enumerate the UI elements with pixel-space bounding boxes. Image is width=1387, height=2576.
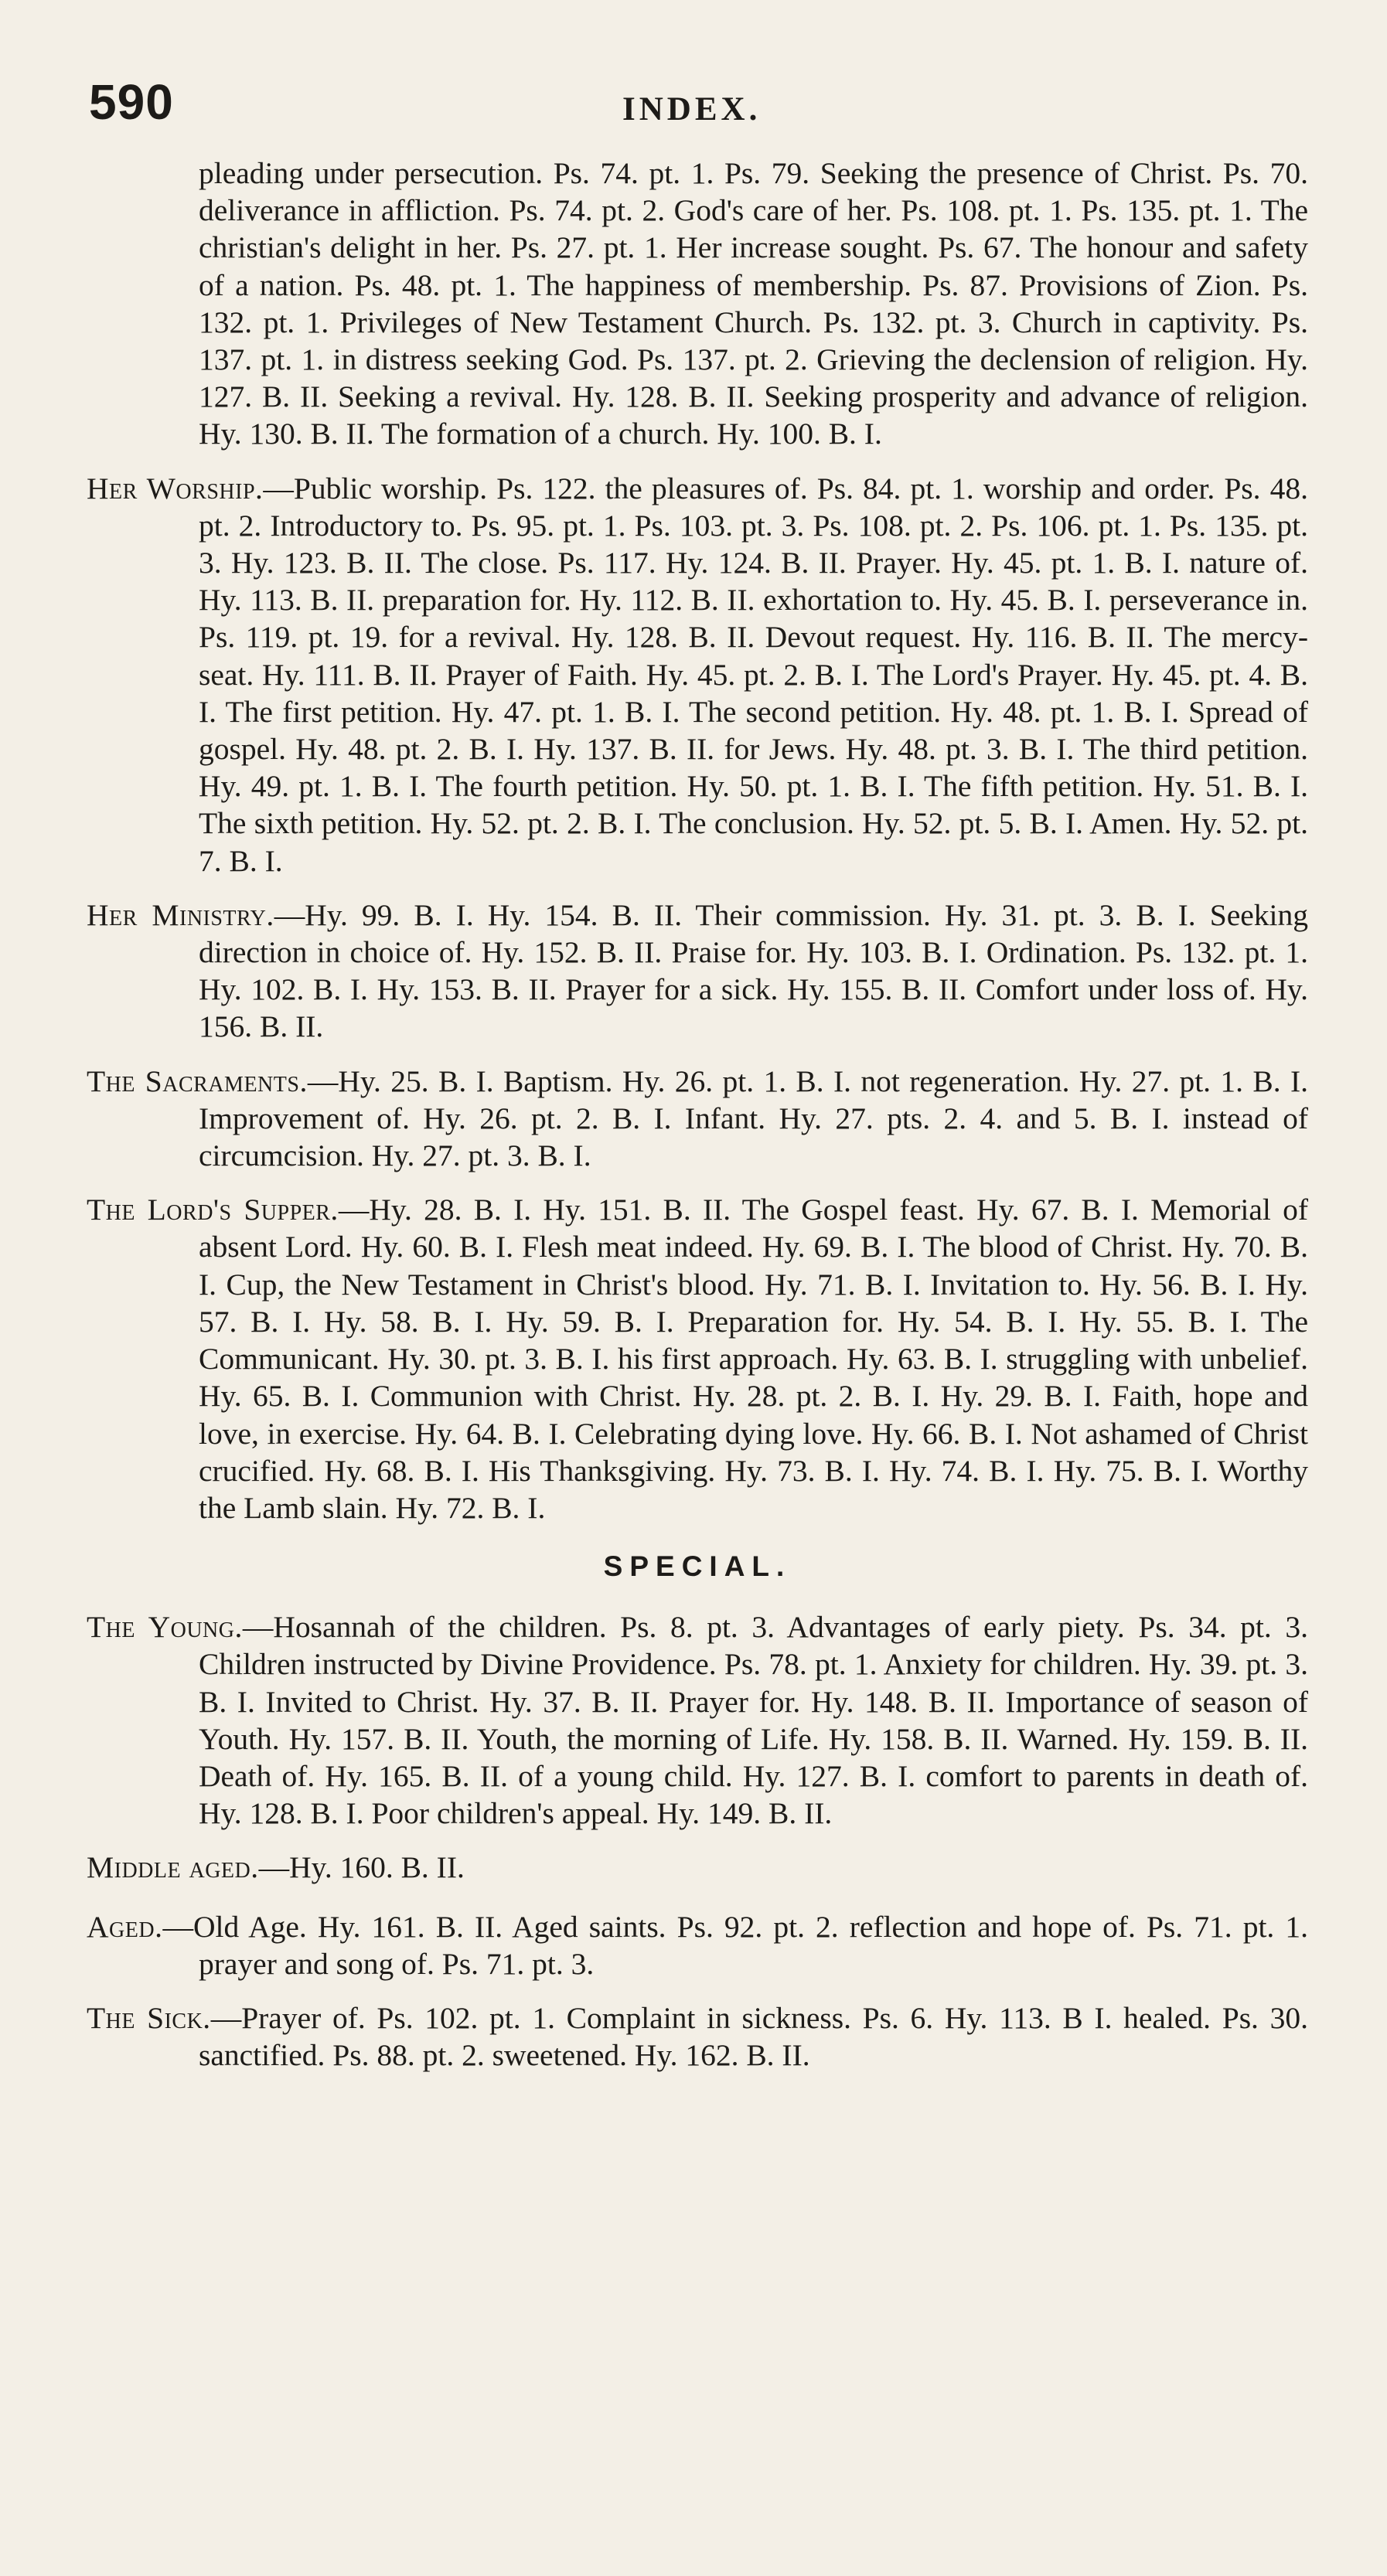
index-entry-her-ministry (87, 897, 1308, 1046)
entry-text: —Public worship. Ps. 122. the pleasures of. Ps. 84. pt. 1. worship and order. Ps. 48. pt. 2. Introductory to. Ps. 95. pt. 1. Ps. 103. pt. 3. Ps. 108. pt. 2. Ps. 106. pt. 1. Ps. 135. pt. 3. Hy. 123. B. II. The close. Ps. 117. Hy. 124. B. II. Prayer. Hy. 45. pt. 1. B. I. nature of. Hy. 113. B. II. preparation for. Hy. 112. B. II. exhortation to. Hy. 45. B. I. perseverance in. Ps. 119. pt. 19. for a revival. Hy. 128. B. II. Devout request. Hy. 116. B. II. The mercy-seat. Hy. 111. B. II. Prayer of Faith. Hy. 45. pt. 2. B. I. The Lord's Prayer. Hy. 45. pt. 4. B. I. The first petition. Hy. 47. pt. 1. B. I. The second petition. Hy. 48. pt. 1. B. I. Spread of gospel. Hy. 48. pt. 2. B. I. Hy. 137. B. II. for Jews. Hy. 48. pt. 3. B. I. The third petition. Hy. 49. pt. 1. B. I. The fourth petition. Hy. 50. pt. 1. B. I. The fifth petition. Hy. 51. B. I. The sixth petition. Hy. 52. pt. 2. B. I. The conclusion. Hy. 52. pt. 5. B. I. Amen. Hy. 52. pt. 7. B. I. (199, 471, 1308, 878)
index-entry-young (87, 1608, 1308, 1832)
entry-text: —Old Age. Hy. 161. B. II. Aged saints. Ps. 92. pt. 2. reflection and hope of. Ps. 71. pt. 1. prayer and song of. Ps. 71. pt. 3. (162, 1909, 1308, 1981)
entry-heading: Her Worship. (87, 471, 264, 505)
entry-heading: Her Ministry. (87, 897, 274, 932)
entry-heading: The Sick. (87, 2000, 211, 2035)
index-entry-aged (87, 1908, 1308, 1982)
entry-heading: The Young. (87, 1610, 243, 1645)
page-header (89, 71, 1326, 141)
entry-text: —Hy. 28. B. I. Hy. 151. B. II. The Gospel feast. Hy. 67. B. I. Memorial of absent Lord. Hy. 60. B. I. Flesh meat indeed. Hy. 69. B. I. The blood of Christ. Hy. 70. B. I. Cup, the New Testament in Christ's blood. Hy. 71. B. I. Invitation to. Hy. 56. B. I. Hy. 57. B. I. Hy. 58. B. I. Hy. 59. B. I. Preparation for. Hy. 54. B. I. Hy. 55. B. I. The Communicant. Hy. 30. pt. 3. B. I. his first approach. Hy. 63. B. I. struggling with unbelief. Hy. 65. B. I. Communion with Christ. Hy. 28. pt. 2. B. I. Hy. 29. B. I. Faith, hope and love, in exercise. Hy. 64. B. I. Celebrating dying love. Hy. 66. B. I. Not ashamed of Christ crucified. Hy. 68. B. I. His Thanksgiving. Hy. 73. B. I. Hy. 74. B. I. Hy. 75. B. I. Worthy the Lamb slain. Hy. 72. B. I. (199, 1193, 1308, 1525)
index-body (87, 155, 1308, 2091)
entry-text: —Hy. 160. B. II. (258, 1850, 465, 1885)
index-entry-sick (87, 1999, 1308, 2074)
entry-heading: The Lord's Supper. (87, 1193, 339, 1227)
index-entry-her-worship (87, 470, 1308, 880)
running-title: INDEX. (622, 91, 762, 128)
section-heading: SPECIAL. (603, 1550, 792, 1583)
index-entry-middle-aged (87, 1849, 1308, 1886)
entry-text: —Hy. 99. B. I. Hy. 154. B. II. Their commission. Hy. 31. pt. 3. B. I. Seeking direction in choice of. Hy. 152. B. II. Praise for. Hy. 103. B. I. Ordination. Ps. 132. pt. 1. Hy. 102. B. I. Hy. 153. B. II. Prayer for a sick. Hy. 155. B. II. Comfort under loss of. Hy. 156. B. II. (199, 897, 1309, 1044)
entry-text: pleading under persecution. Ps. 74. pt. 1. Ps. 79. Seeking the presence of Christ. Ps. 70. deliverance in affliction. Ps. 74. pt. 2. God's care of her. Ps. 108. pt. 1. Ps. 135. pt. 1. The christian's delight in her. Ps. 27. pt. 1. Her increase sought. Ps. 67. The honour and safety of a nation. Ps. 48. pt. 1. The happiness of membership. Ps. 87. Provisions of Zion. Ps. 132. pt. 1. Privileges of New Testament Church. Ps. 132. pt. 3. Church in captivity. Ps. 137. pt. 1. in distress seeking God. Ps. 137. pt. 2. Grieving the declension of religion. Hy. 127. B. II. Seeking a revival. Hy. 128. B. II. Seeking prosperity and advance of religion. Hy. 130. B. II. The formation of a church. Hy. 100. B. I. (199, 156, 1308, 451)
entry-heading: Middle aged. (87, 1850, 259, 1885)
entry-text: —Hosannah of the children. Ps. 8. pt. 3. Advantages of early piety. Ps. 34. pt. 3. Children instructed by Divine Providence. Ps. 78. pt. 1. Anxiety for children. Hy. 39. pt. 3. B. I. Invited to Christ. Hy. 37. B. II. Prayer for. Hy. 148. B. II. Importance of season of Youth. Hy. 157. B. II. Youth, the morning of Life. Hy. 158. B. II. Warned. Hy. 159. B. II. Death of. Hy. 165. B. II. of a young child. Hy. 127. B. I. comfort to parents in death of. Hy. 128. B. I. Poor children's appeal. Hy. 149. B. II. (199, 1610, 1308, 1831)
entry-text: —Hy. 25. B. I. Baptism. Hy. 26. pt. 1. B. I. not regeneration. Hy. 27. pt. 1. B. I. Improvement of. Hy. 26. pt. 2. B. I. Infant. Hy. 27. pts. 2. 4. and 5. B. I. instead of circumcision. Hy. 27. pt. 3. B. I. (199, 1063, 1308, 1173)
entry-text: —Prayer of. Ps. 102. pt. 1. Complaint in sickness. Ps. 6. Hy. 113. B I. healed. Ps. 30. sanctified. Ps. 88. pt. 2. sweetened. Hy. 162. B. II. (199, 2000, 1308, 2073)
entry-heading: Aged. (87, 1909, 163, 1944)
index-entry-sacraments (87, 1063, 1308, 1175)
entry-heading: The Sacraments. (87, 1063, 308, 1098)
page-number: 590 (89, 74, 174, 130)
index-entry-church-continued (87, 155, 1308, 453)
index-entry-lords-supper (87, 1191, 1308, 1526)
